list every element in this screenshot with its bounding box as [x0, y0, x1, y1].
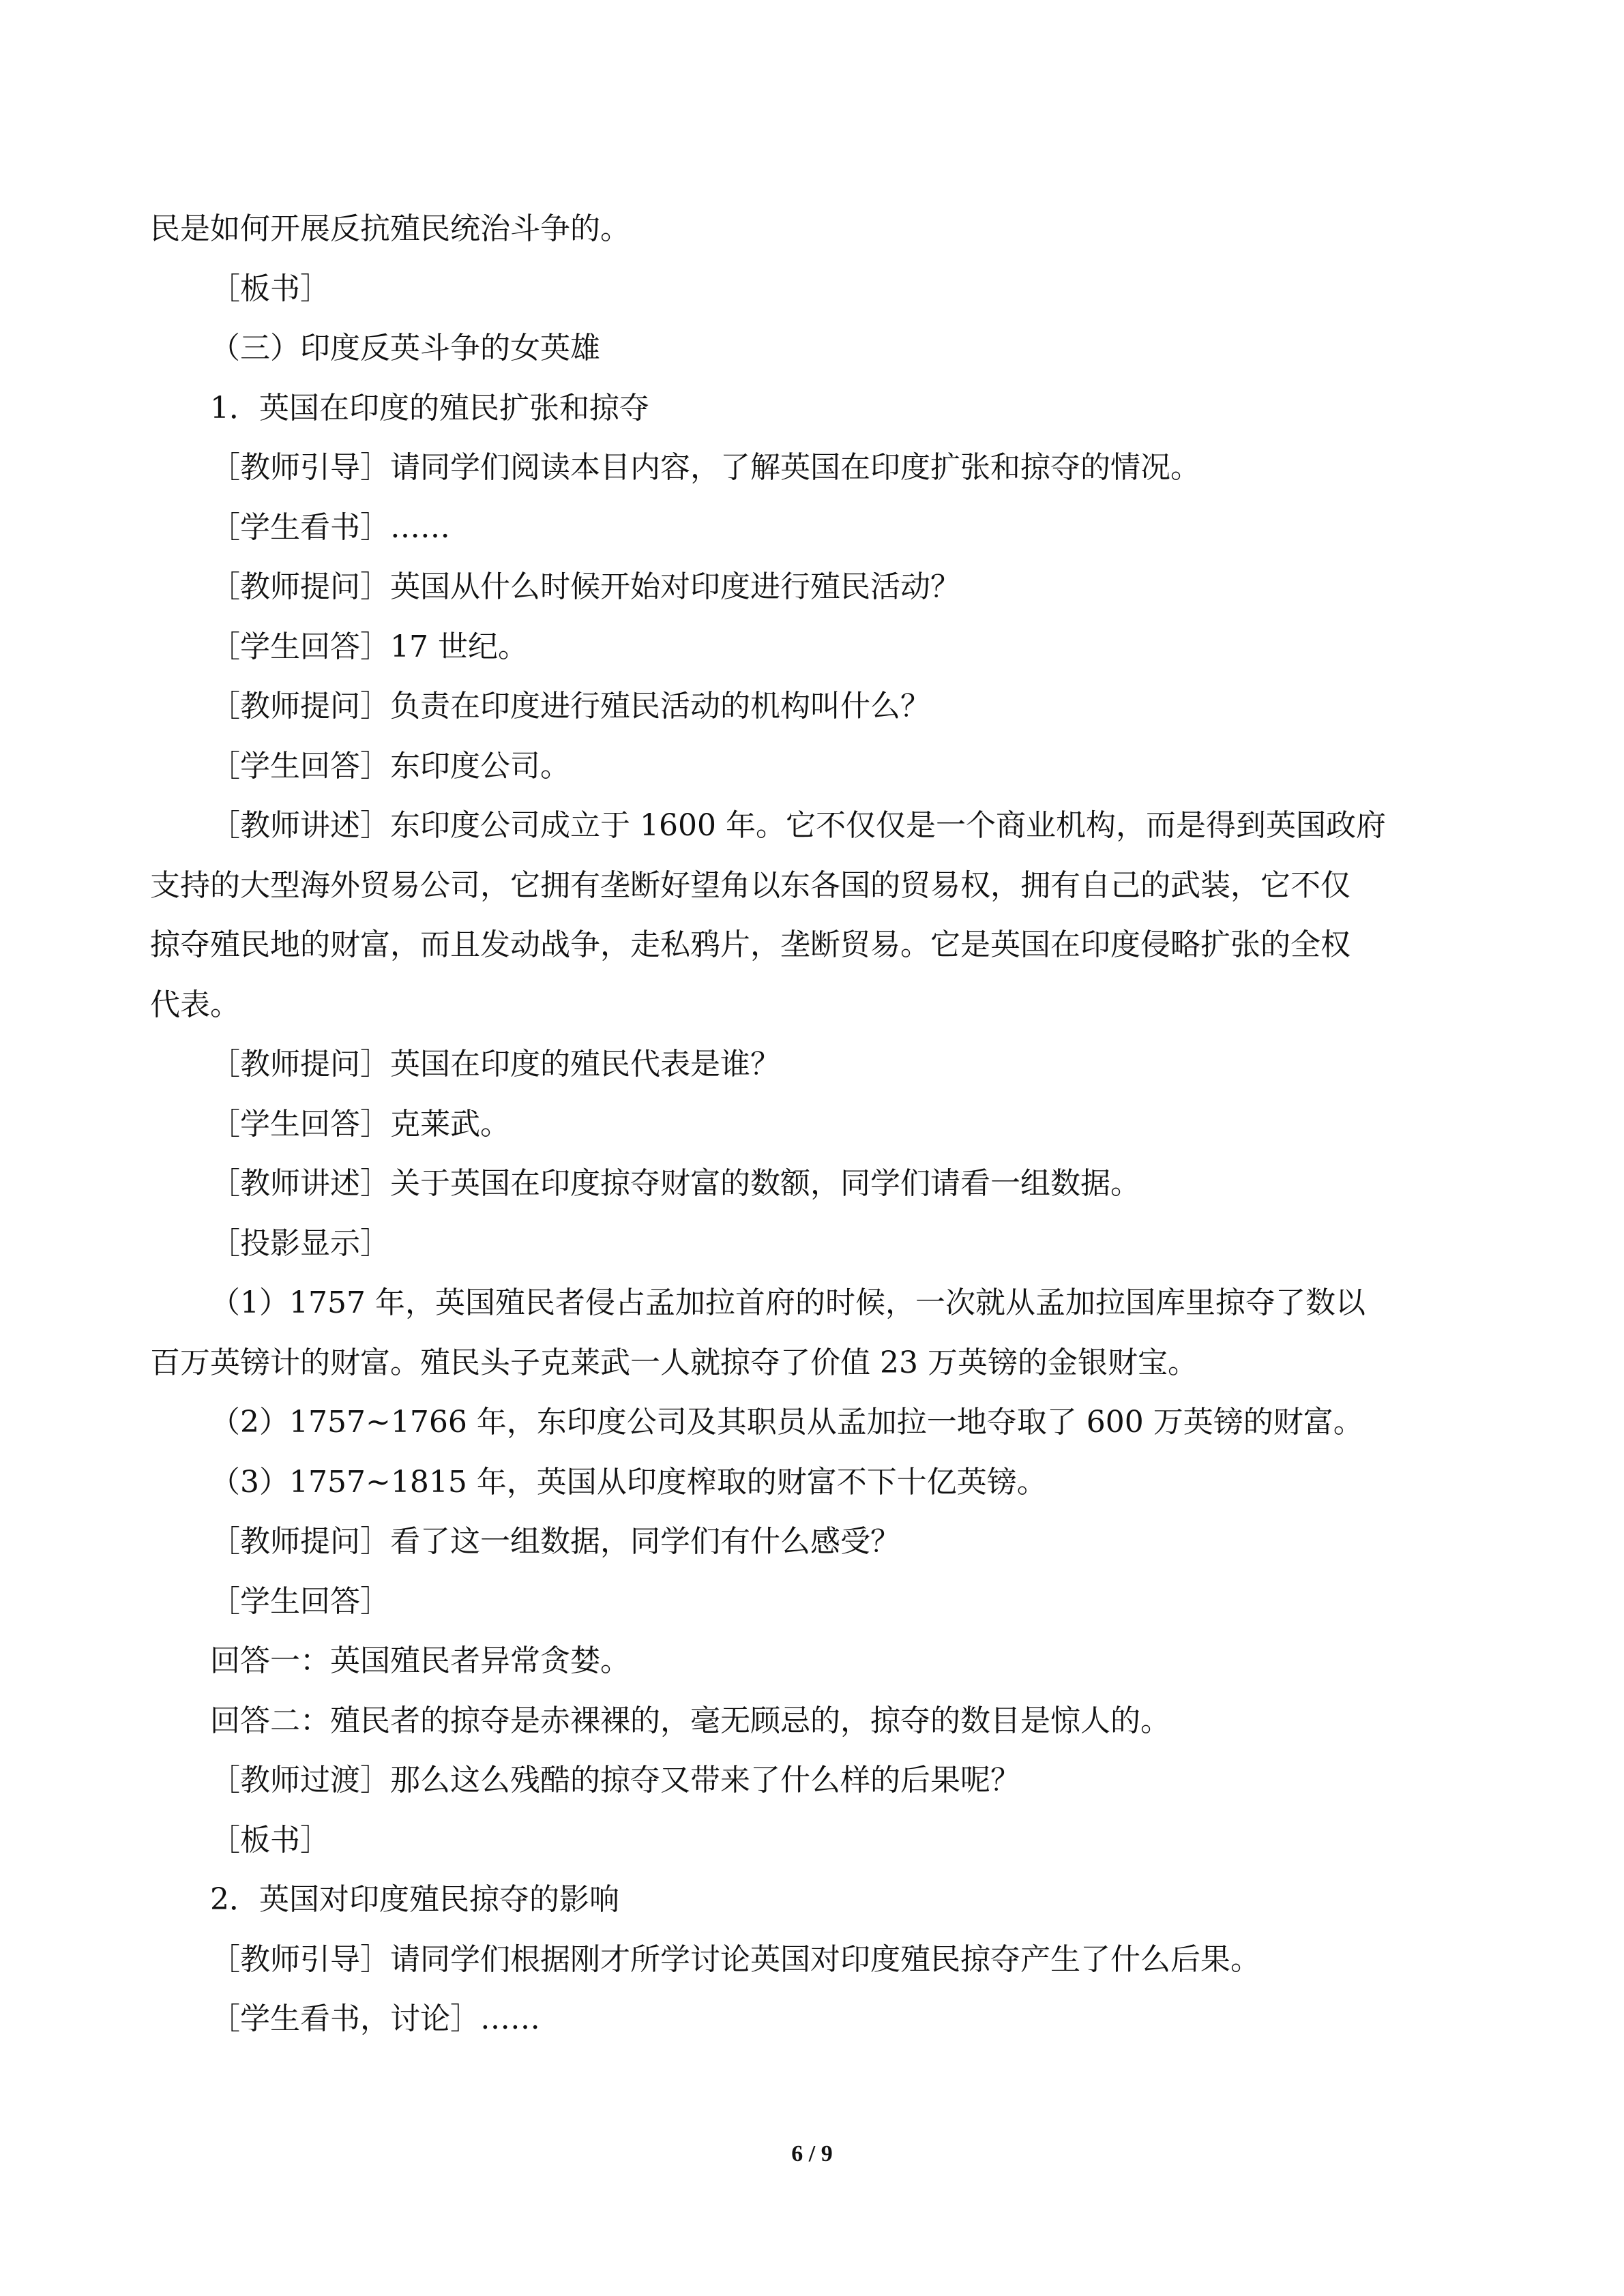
text-line: 2．英国对印度殖民掠夺的影响: [210, 1882, 619, 1917]
text-line: ［学生看书，讨论］……: [210, 2001, 540, 2036]
text-line: ［学生回答］17 世纪。: [210, 629, 528, 664]
text-line: 支持的大型海外贸易公司，它拥有垄断好望角以东各国的贸易权，拥有自己的武装，它不仅: [150, 867, 1350, 903]
text-line: 1．英国在印度的殖民扩张和掠夺: [210, 390, 649, 426]
text-line: （三）印度反英斗争的女英雄: [210, 331, 600, 366]
text-line: ［教师提问］英国从什么时候开始对印度进行殖民活动？: [210, 569, 960, 604]
text-line: ［学生回答］克莱武。: [210, 1106, 510, 1142]
text-line: 掠夺殖民地的财富，而且发动战争，走私鸦片，垄断贸易。它是英国在印度侵略扩张的全权: [150, 927, 1350, 962]
text-line: （1）1757 年，英国殖民者侵占孟加拉首府的时候，一次就从孟加拉国库里掠夺了数以: [210, 1285, 1365, 1320]
text-line: 百万英镑计的财富。殖民头子克莱武一人就掠夺了价值 23 万英镑的金银财宝。: [150, 1345, 1198, 1380]
text-line: ［学生回答］东印度公司。: [210, 748, 570, 784]
text-line: 代表。: [150, 987, 240, 1022]
text-line: ［教师引导］请同学们阅读本目内容，了解英国在印度扩张和掠夺的情况。: [210, 450, 1200, 485]
document-body: [150, 199, 1487, 2049]
text-line: ［教师提问］英国在印度的殖民代表是谁？: [210, 1047, 780, 1082]
text-line: ［学生看书］……: [210, 509, 450, 545]
text-line: ［教师引导］请同学们根据刚才所学讨论英国对印度殖民掠夺产生了什么后果。: [210, 1941, 1260, 1977]
text-line: 回答一：英国殖民者异常贪婪。: [210, 1643, 630, 1678]
text-line: （2）1757~1766 年，东印度公司及其职员从孟加拉一地夺取了 600 万英镑的财富。: [210, 1405, 1363, 1440]
text-line: ［学生回答］: [210, 1583, 390, 1619]
text-line: ［板书］: [210, 271, 330, 306]
page-number: 6 / 9: [791, 2141, 833, 2166]
text-line: ［投影显示］: [210, 1225, 390, 1261]
text-line: （3）1757~1815 年，英国从印度榨取的财富不下十亿英镑。: [210, 1464, 1047, 1500]
text-line: ［教师过渡］那么这么残酷的掠夺又带来了什么样的后果呢？: [210, 1763, 1020, 1798]
text-line: ［板书］: [210, 1822, 330, 1858]
text-line: ［教师提问］看了这一组数据，同学们有什么感受？: [210, 1524, 900, 1559]
text-line: ［教师讲述］东印度公司成立于 1600 年。它不仅仅是一个商业机构，而是得到英国政府: [210, 808, 1386, 843]
text-line: ［教师讲述］关于英国在印度掠夺财富的数额，同学们请看一组数据。: [210, 1166, 1140, 1201]
text-line: ［教师提问］负责在印度进行殖民活动的机构叫什么？: [210, 689, 930, 724]
text-line: 回答二：殖民者的掠夺是赤裸裸的，毫无顾忌的，掠夺的数目是惊人的。: [210, 1703, 1170, 1738]
text-line: 民是如何开展反抗殖民统治斗争的。: [150, 211, 630, 246]
